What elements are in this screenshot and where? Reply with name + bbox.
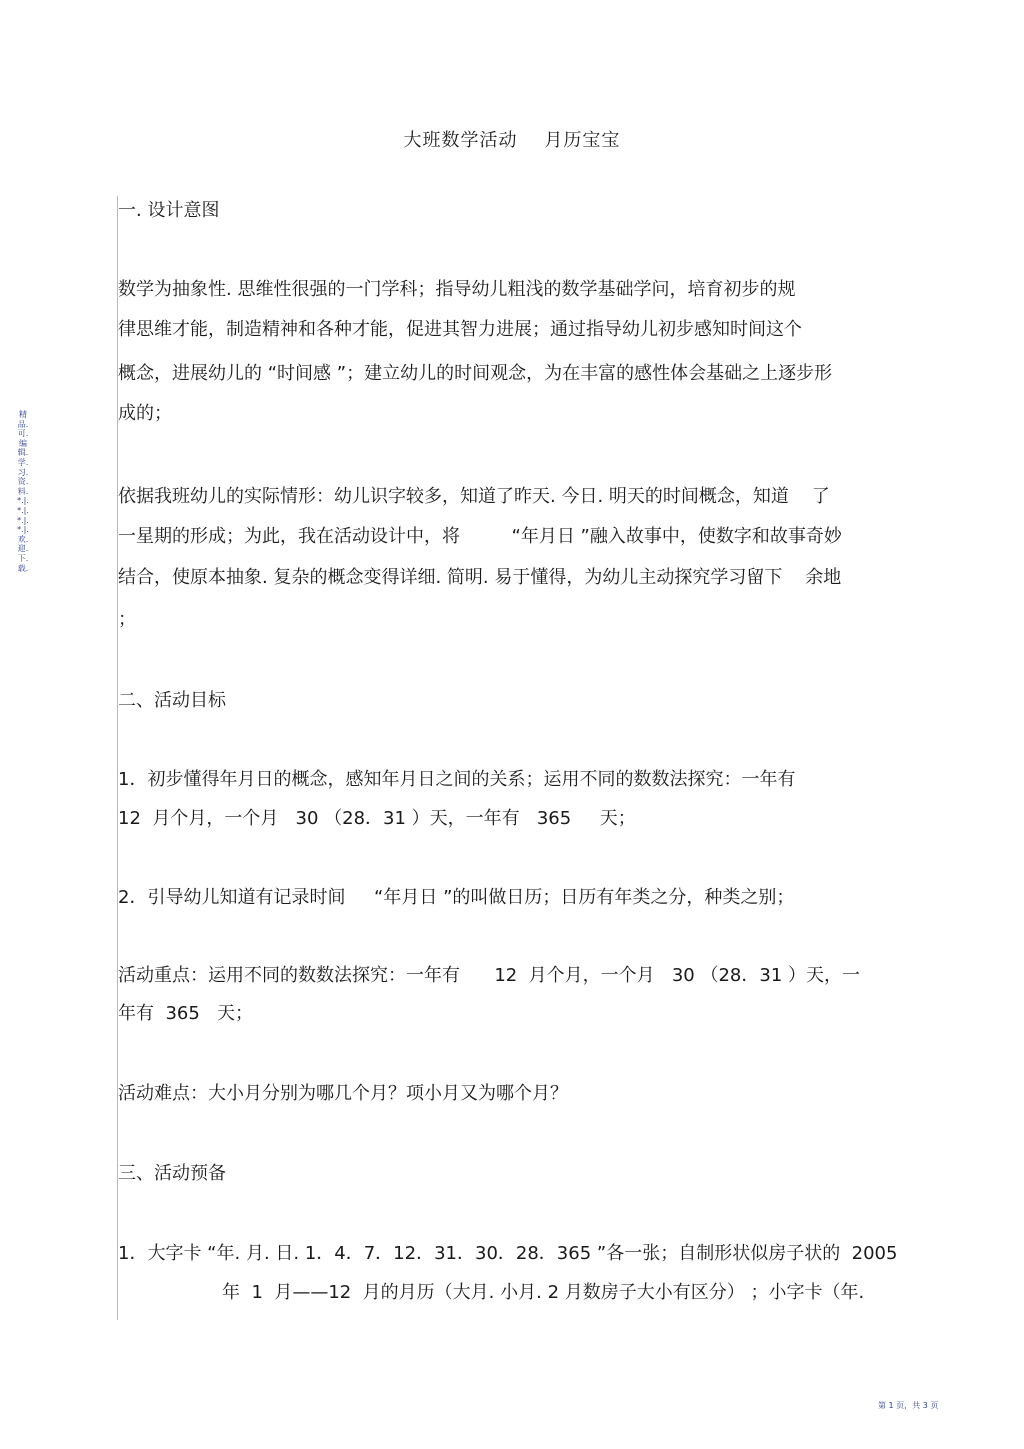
paragraph-line: 结合，使原本抽象. 复杂的概念变得详细. 简明. 易于懂得，为幼儿主动探究学习留下 余地: [118, 567, 842, 588]
paragraph-line: 律思维才能，制造精神和各种才能，促进其智力进展；通过指导幼儿初步感知时间这个: [118, 319, 802, 340]
heading-design-intent: 一. 设计意图: [118, 200, 220, 221]
preparation-item-1: 1．大字卡 “年. 月. 日. 1．4．7．12．31．30．28．365 ”各一张；自制形状似房子状的 2005: [118, 1243, 898, 1264]
paragraph-line: 成的；: [118, 403, 172, 424]
paragraph-line: 数学为抽象性. 思维性很强的一门学科；指导幼儿粗浅的数学基础学问，培育初步的规: [118, 279, 796, 300]
activity-key-point: 活动重点：运用不同的数数法探究：一年有 12 月个月，一个月 30 （28．31 ）天，一: [118, 965, 860, 986]
activity-difficulty: 活动难点：大小月分别为哪几个月？项小月又为哪个月？: [118, 1083, 568, 1104]
document-title: 大班数学活动 月历宝宝: [403, 130, 621, 151]
preparation-item-1-continued: 年 1 月——12 月的月历（大月. 小月. 2 月数房子大小有区分） ；小字卡（年.: [222, 1282, 865, 1303]
activity-key-point-continued: 年有 365 天；: [118, 1003, 253, 1024]
page-number-footer: 第 1 页，共 3 页: [878, 1401, 939, 1410]
heading-activity-preparation: 三、活动预备: [118, 1163, 226, 1184]
paragraph-line: 概念，进展幼儿的 “时间感 ”；建立幼儿的时间观念，为在丰富的感性体会基础之上逐步形: [118, 363, 833, 384]
goal-item-2: 2．引导幼儿知道有记录时间 “年月日 ”的叫做日历；日历有年类之分，种类之别；: [118, 887, 795, 908]
heading-activity-goals: 二、活动目标: [118, 690, 226, 711]
paragraph-line: 依据我班幼儿的实际情形：幼儿识字较多，知道了昨天. 今日. 明天的时间概念，知道 了: [118, 486, 830, 507]
side-watermark: 精品.可.编辑.学.习.资.料.*.|.*.|.*.|.*.|.欢.迎.下.载.: [17, 410, 29, 573]
paragraph-line: ；: [118, 609, 136, 630]
paragraph-line: 一星期的形成；为此，我在活动设计中，将 “年月日 ”融入故事中，使数字和故事奇妙: [118, 526, 842, 547]
goal-item-1: 1．初步懂得年月日的概念，感知年月日之间的关系；运用不同的数数法探究：一年有: [118, 769, 796, 790]
goal-item-1-continued: 12 月个月，一个月 30 （28．31 ）天，一年有 365 天；: [118, 808, 636, 829]
